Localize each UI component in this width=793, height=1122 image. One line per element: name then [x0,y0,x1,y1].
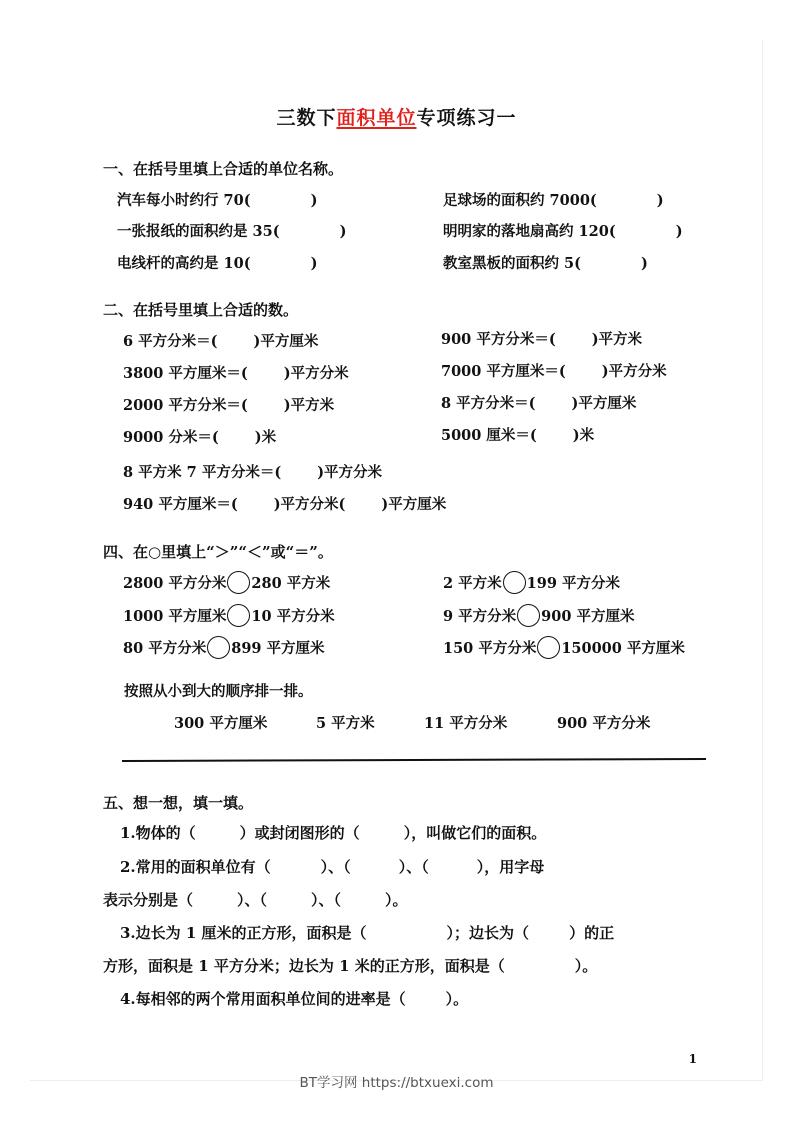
s2-item-1: 6 平方分米＝( )平方厘米 [123,333,319,350]
section-4-heading: 四、在○里填上“＞”“＜”或“＝”。 [103,543,333,561]
compare-circle[interactable] [517,604,540,627]
s1-item-6: 教室黑板的面积约 5( ) [443,255,648,272]
order-item-2: 5 平方米 [316,715,375,732]
s4-compare-4: 9 平方分米 900 平方厘米 [443,605,634,629]
compare-circle[interactable] [537,636,560,659]
s2-item-6: 8 平方分米＝( )平方厘米 [441,395,637,412]
footer-watermark: BT学习网 https://btxuexi.com [299,1075,494,1091]
s5-q2-cont: 表示分别是（ ）、（ ）、（ ）。 [103,891,408,909]
compare-circle[interactable] [503,571,526,594]
s2-item-5: 2000 平方分米＝( )平方米 [123,397,335,414]
order-item-4: 900 平方分米 [557,715,651,732]
compare-circle[interactable] [207,636,230,659]
s2-item-9: 8 平方米 7 平方分米＝( )平方分米 [123,464,383,481]
s2-item-10: 940 平方厘米＝( )平方分米( )平方厘米 [123,496,447,513]
s5-q3-cont: 方形，面积是 1 平方分米；边长为 1 米的正方形，面积是（ ）。 [103,957,598,975]
order-item-1: 300 平方厘米 [174,715,268,732]
page-title: 三数下面积单位专项练习一 [276,107,517,129]
s2-item-7: 9000 分米＝( )米 [123,429,277,446]
s1-item-2: 足球场的面积约 7000( ) [443,192,664,209]
s4-compare-2: 2 平方米 199 平方分米 [443,572,620,596]
order-item-3: 11 平方分米 [424,715,508,732]
title-highlight: 面积单位 [336,107,417,129]
s4-compare-5: 80 平方分米 899 平方厘米 [123,637,325,661]
section-5-heading: 五、想一想，填一填。 [103,794,254,812]
s1-item-5: 电线杆的高约是 10( ) [117,255,318,272]
page-number: 1 [688,1052,697,1066]
s2-item-8: 5000 厘米＝( )米 [441,427,595,444]
s5-q2: 2.常用的面积单位有（ ）、（ ）、（ ），用字母 [120,858,545,876]
s5-q4: 4.每相邻的两个常用面积单位间的进率是（ ）。 [120,990,469,1008]
s4-compare-6: 150 平方分米 150000 平方厘米 [443,637,685,661]
s5-q3: 3.边长为 1 厘米的正方形，面积是（ ）；边长为（ ）的正 [120,924,615,942]
section-2-heading: 二、在括号里填上合适的数。 [103,301,299,319]
compare-circle[interactable] [227,604,250,627]
order-prompt: 按照从小到大的顺序排一排。 [124,683,313,700]
s1-item-1: 汽车每小时约行 70( ) [117,192,318,209]
s2-item-2: 900 平方分米＝( )平方米 [441,331,643,348]
s2-item-4: 7000 平方厘米＝( )平方分米 [441,363,667,380]
section-1-heading: 一、在括号里填上合适的单位名称。 [103,160,344,178]
compare-circle[interactable] [227,571,250,594]
s1-item-3: 一张报纸的面积约是 35( ) [117,223,347,240]
s5-q1: 1.物体的（ ）或封闭图形的（ ），叫做它们的面积。 [120,824,547,842]
s4-compare-3: 1000 平方厘米 10 平方分米 [123,605,335,629]
s4-compare-1: 2800 平方分米 280 平方米 [123,572,330,596]
s2-item-3: 3800 平方厘米＝( )平方分米 [123,365,349,382]
s1-item-4: 明明家的落地扇高约 120( ) [443,223,683,240]
